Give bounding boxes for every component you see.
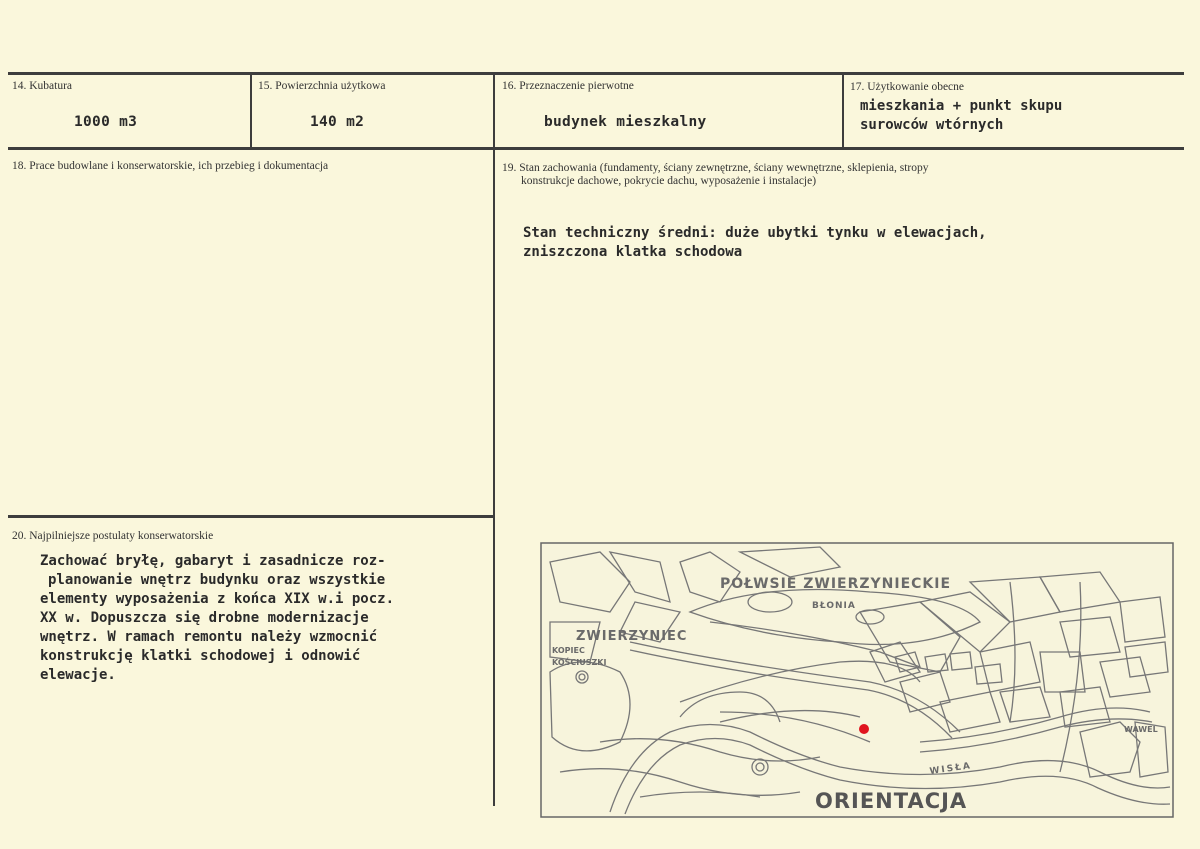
uzytkowanie-value (860, 97, 1062, 135)
prace-label: 18. Prace budowlane i konserwatorskie, ich przebieg i dokumentacja (12, 160, 329, 172)
uzytkowanie-line: surowców wtórnych (860, 117, 1004, 133)
divider-14-15 (250, 74, 252, 148)
orientation-map (540, 542, 1174, 818)
map-label-kopiec: KOPIEC (552, 646, 585, 655)
stan-label-line-2: konstrukcje dachowe, pokrycie dachu, wyposażenie i instalacje) (521, 175, 817, 187)
map-label-blonia: BŁONIA (812, 601, 856, 611)
powierzchnia-label: 15. Powierzchnia użytkowa (258, 80, 386, 92)
map-label-wisla: WISŁA (929, 761, 973, 777)
stan-value (523, 224, 987, 262)
location-marker-icon (859, 724, 869, 734)
kubatura-label: 14. Kubatura (12, 80, 73, 92)
postulaty-line: Zachować bryłę, gabaryt i zasadnicze roz- (40, 553, 386, 569)
divider-16-17 (842, 74, 844, 148)
orientation-map-svg (540, 542, 1174, 818)
map-label-kosciuszki: KOŚCIUSZKI (552, 658, 607, 667)
uzytkowanie-label: 17. Użytkowanie obecne (850, 81, 965, 93)
map-label-polwsie: POŁWSIE ZWIERZYNIECKIE (720, 576, 952, 592)
postulaty-line: elewacje. (40, 667, 116, 683)
divider-15-16 (493, 74, 495, 806)
top-rule (8, 72, 1184, 75)
powierzchnia-value: 140 m2 (310, 114, 365, 130)
przeznaczenie-label: 16. Przeznaczenie pierwotne (502, 80, 634, 92)
przeznaczenie-value: budynek mieszkalny (544, 114, 707, 130)
kubatura-value: 1000 m3 (74, 114, 138, 130)
postulaty-line: planowanie wnętrz budynku oraz wszystkie (48, 572, 386, 588)
postulaty-line: elementy wyposażenia z końca XIX w.i pocz. (40, 591, 395, 607)
stan-line: zniszczona klatka schodowa (523, 244, 743, 260)
postulaty-line: wnętrz. W ramach remontu należy wzmocnić (40, 629, 378, 645)
stan-label-line-1: 19. Stan zachowania (fundamenty, ściany zewnętrzne, ściany wewnętrzne, sklepienia, stropy (502, 162, 929, 174)
map-label-wawel: WAWEL (1124, 725, 1158, 734)
stan-line: Stan techniczny średni: duże ubytki tynku w elewacjach, (523, 225, 987, 241)
postulaty-line: konstrukcję klatki schodowej i odnowić (40, 648, 361, 664)
postulaty-value (40, 552, 394, 685)
postulaty-line: XX w. Dopuszcza się drobne modernizacje (40, 610, 369, 626)
middle-rule (8, 147, 1184, 150)
map-label-zwierzyniec: ZWIERZYNIEC (576, 629, 688, 644)
section-20-rule (8, 515, 494, 518)
map-title: ORIENTACJA (815, 789, 968, 813)
postulaty-label: 20. Najpilniejsze postulaty konserwatorskie (12, 530, 214, 542)
uzytkowanie-line: mieszkania + punkt skupu (860, 98, 1063, 114)
